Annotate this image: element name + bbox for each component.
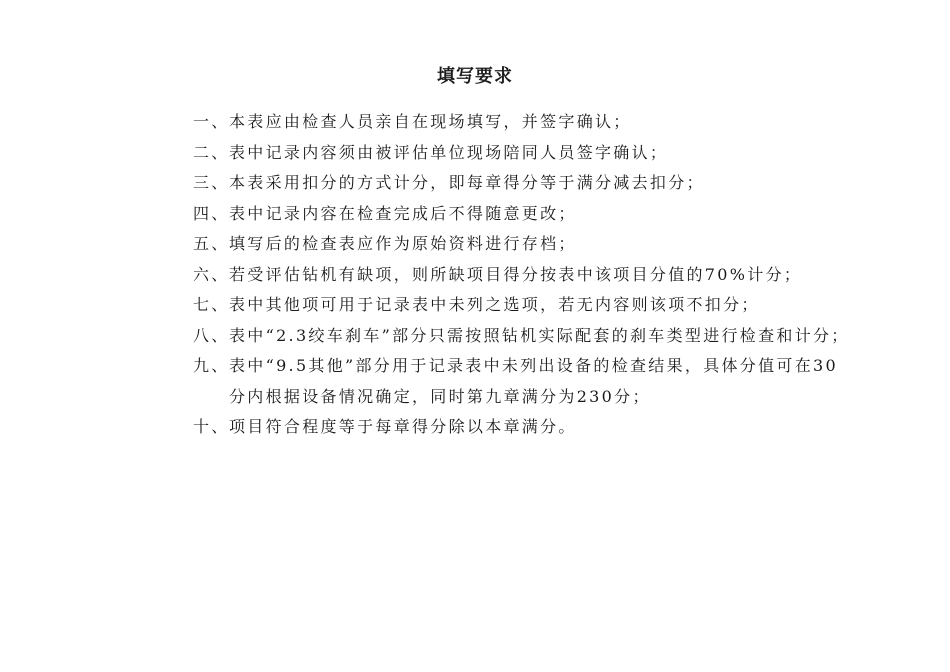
item-text: 表中记录内容在检查完成后不得随意更改； [229, 203, 577, 223]
item-text: 项目符合程度等于每章得分除以本章满分。 [229, 417, 577, 436]
item-number: 六、 [193, 264, 230, 284]
list-item [193, 412, 913, 443]
item-number: 八、 [193, 325, 230, 345]
list-item [193, 351, 913, 412]
document-title: 填写要求 [437, 66, 513, 87]
item-text: 填写后的检查表应作为原始资料进行存档； [229, 234, 577, 253]
item-text: 表中其他项可用于记录表中未列之选项，若无内容则该项不扣分； [229, 295, 760, 314]
list-item [193, 107, 913, 138]
item-text: 本表采用扣分的方式计分，即每章得分等于满分减去扣分； [229, 173, 705, 192]
item-text-line2: 分内根据设备情况确定，同时第九章满分为230分； [229, 386, 651, 406]
item-number: 十、 [193, 417, 230, 436]
item-text: 若受评估钻机有缺项，则所缺项目得分按表中该项目分值的70%计分； [229, 264, 803, 284]
item-text: 本表应由检查人员亲自在现场填写，并签字确认； [229, 112, 632, 131]
item-text-multiline [229, 351, 913, 412]
item-number: 五、 [193, 234, 230, 253]
item-text: 表中记录内容须由被评估单位现场陪同人员签字确认； [229, 142, 669, 162]
list-item [193, 260, 913, 291]
item-number: 一、 [193, 112, 230, 131]
item-number: 七、 [193, 295, 230, 314]
item-text-line1: 表中“9.5其他”部分用于记录表中未列出设备的检查结果，具体分值可在30 [229, 356, 838, 375]
list-item [193, 199, 913, 230]
list-item [193, 229, 913, 260]
item-text: 表中“2.3绞车刹车”部分只需按照钻机实际配套的刹车类型进行检查和计分； [229, 325, 850, 345]
list-item [193, 138, 913, 169]
requirements-list [193, 107, 913, 443]
item-number: 九、 [193, 356, 230, 375]
list-item [193, 290, 913, 321]
list-item [193, 168, 913, 199]
item-number: 二、 [193, 142, 230, 162]
item-number: 三、 [193, 173, 230, 192]
item-number: 四、 [193, 203, 230, 223]
list-item [193, 321, 913, 352]
